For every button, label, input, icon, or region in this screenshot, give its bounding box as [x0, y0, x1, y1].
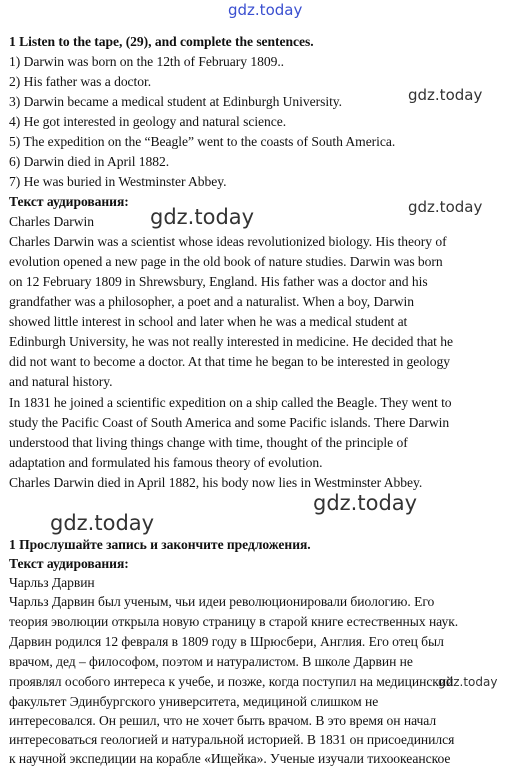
sentence-7: 7) He was buried in Westminster Abbey.: [9, 174, 227, 189]
transcript-heading-ru: Текст аудирования:: [9, 556, 129, 571]
transcript-line-ru: Чарльз Дарвин был ученым, чьи идеи революционировали биологию. Его: [9, 594, 435, 609]
transcript-line-en: and natural history.: [9, 374, 113, 389]
watermark-2: gdz.today: [150, 205, 255, 229]
transcript-line-ru: к научной экспедиции на корабле «Ищейка». Ученые изучали тихоокеанское: [9, 751, 451, 766]
transcript-line-en: In 1831 he joined a scientific expedition on a ship called the Beagle. They went to: [9, 395, 452, 410]
transcript-line-en: Charles Darwin was a scientist whose ideas revolutionized biology. His theory of: [9, 234, 447, 249]
transcript-line-en: Edinburgh University, he was not really interested in medicine. He decided that he: [9, 334, 453, 349]
watermark-1: gdz.today: [408, 86, 483, 104]
sentence-1: 1) Darwin was born on the 12th of February 1809..: [9, 54, 285, 69]
sentence-2: 2) His father was a doctor.: [9, 74, 152, 89]
transcript-line-en: showed little interest in school and later when he was a medical student at: [9, 314, 408, 329]
sentence-5: 5) The expedition on the “Beagle” went to the coasts of South America.: [9, 134, 396, 149]
transcript-line-en: grandfather was a philosopher, a poet and a naturalist. When a boy, Darwin: [9, 294, 414, 309]
watermark-4: gdz.today: [313, 491, 418, 515]
transcript-line-en: Charles Darwin died in April 1882, his body now lies in Westminster Abbey.: [9, 475, 423, 490]
transcript-line-ru: врачом, дед – философом, поэтом и натуралистом. В школе Дарвин не: [9, 654, 413, 669]
transcript-heading-en: Текст аудирования:: [9, 194, 129, 209]
watermark-3: gdz.today: [408, 198, 483, 216]
transcript-line-ru: Дарвин родился 12 февраля в 1809 году в Шрюсбери, Англия. Его отец был: [9, 634, 444, 649]
sentence-6: 6) Darwin died in April 1882.: [9, 154, 170, 169]
transcript-line-ru: теория эволюции открыла новую страницу в старой книге естественных наук.: [9, 614, 459, 629]
transcript-line-en: on 12 February 1809 in Shrewsbury, England. His father was a doctor and his: [9, 274, 428, 289]
watermark-5: gdz.today: [50, 511, 155, 535]
transcript-line-en: did not want to become a doctor. At that time he began to be interested in geology: [9, 354, 450, 369]
transcript-line-ru: интересоваться геологией и натуральной историей. В 1831 он присоединился: [9, 732, 455, 747]
transcript-line-en: understood that living things change with time, thought of the principle of: [9, 435, 408, 450]
transcript-line-en: evolution opened a new page in the old book of nature studies. Darwin was born: [9, 254, 443, 269]
task-heading-en: 1 Listen to the tape, (29), and complete the sentences.: [9, 34, 314, 49]
transcript-line-en: study the Pacific Coast of South America and some Pacific islands. There Darwin: [9, 415, 450, 430]
transcript-line-en: adaptation and formulated his famous theory of evolution.: [9, 455, 323, 470]
transcript-line-ru: факультет Эдинбургского университета, медициной слишком не: [9, 694, 379, 709]
task-heading-ru: 1 Прослушайте запись и закончите предложения.: [9, 537, 311, 552]
transcript-line-ru: проявлял особого интереса к учебе, и позже, когда поступил на медицинский: [9, 674, 454, 689]
transcript-title-en: Charles Darwin: [9, 214, 94, 229]
transcript-title-ru: Чарльз Дарвин: [9, 575, 95, 590]
sentence-3: 3) Darwin became a medical student at Edinburgh University.: [9, 94, 343, 109]
transcript-line-ru: интересовался. Он решил, что не хочет быть врачом. В это время он начал: [9, 713, 437, 728]
watermark-top: gdz.today: [228, 1, 303, 19]
watermark-6: gdz.today: [438, 675, 498, 689]
sentence-4: 4) He got interested in geology and natural science.: [9, 114, 287, 129]
